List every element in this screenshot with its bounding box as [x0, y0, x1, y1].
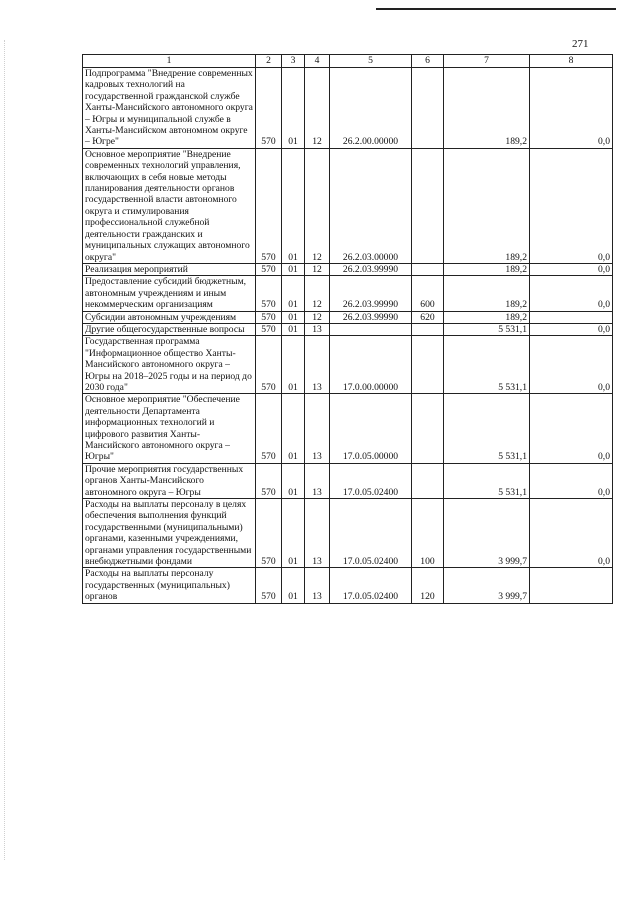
- section-code: 01: [282, 394, 305, 463]
- expense-type-code: [412, 263, 444, 275]
- ministry-code: 570: [256, 263, 282, 275]
- table-row: [83, 263, 613, 275]
- target-article-code: 17.0.05.02400: [330, 499, 412, 568]
- amount: 5 531,1: [444, 323, 530, 335]
- subsection-code: 12: [305, 276, 330, 311]
- ministry-code: 570: [256, 499, 282, 568]
- item-name: Другие общегосударственные вопросы: [83, 323, 256, 335]
- expense-type-code: [412, 394, 444, 463]
- table-row: [83, 394, 613, 463]
- column-8-value: 0,0: [530, 68, 613, 149]
- target-article-code: 17.0.05.02400: [330, 568, 412, 603]
- section-code: 01: [282, 148, 305, 263]
- column-8-value: 0,0: [530, 263, 613, 275]
- section-code: 01: [282, 463, 305, 498]
- subsection-code: 12: [305, 148, 330, 263]
- table-row: [83, 276, 613, 311]
- section-code: 01: [282, 568, 305, 603]
- section-code: 01: [282, 68, 305, 149]
- expense-type-code: 120: [412, 568, 444, 603]
- subsection-code: 12: [305, 263, 330, 275]
- item-name: Расходы на выплаты персоналу государственных (муниципальных) органов: [83, 568, 256, 603]
- item-name: Основное мероприятие "Обеспечение деятельности Департамента информационных технологий и цифрового развития Ханты-Мансийского автономного округа – Югры": [83, 394, 256, 463]
- expense-type-code: [412, 148, 444, 263]
- ministry-code: 570: [256, 336, 282, 394]
- amount: 189,2: [444, 148, 530, 263]
- section-code: 01: [282, 499, 305, 568]
- amount: 5 531,1: [444, 336, 530, 394]
- expense-type-code: [412, 463, 444, 498]
- section-code: 01: [282, 263, 305, 275]
- item-name: Основное мероприятие "Внедрение современных технологий управления, включающих в себя новые методы планирования деятельности органов государственной власти автономного округа и стимулирования профессиональной служебной деятельности гражданских и муниципальных служащих автономного округа": [83, 148, 256, 263]
- table-row: [83, 568, 613, 603]
- table-row: [83, 323, 613, 335]
- subsection-code: 12: [305, 311, 330, 323]
- budget-table: [82, 54, 613, 604]
- expense-type-code: [412, 323, 444, 335]
- column-header: 4: [305, 55, 330, 68]
- column-8-value: [530, 311, 613, 323]
- column-header: 1: [83, 55, 256, 68]
- column-8-value: 0,0: [530, 463, 613, 498]
- top-rule: [376, 8, 616, 10]
- target-article-code: 17.0.05.00000: [330, 394, 412, 463]
- column-header: 7: [444, 55, 530, 68]
- item-name: Предоставление субсидий бюджетным, автономным учреждениям и иным некоммерческим организациям: [83, 276, 256, 311]
- ministry-code: 570: [256, 68, 282, 149]
- subsection-code: 13: [305, 394, 330, 463]
- subsection-code: 13: [305, 323, 330, 335]
- target-article-code: 26.2.00.00000: [330, 68, 412, 149]
- item-name: Государственная программа "Информационное общество Ханты-Мансийского автономного округа – Югры на 2018–2025 годы и на период до 2030 года": [83, 336, 256, 394]
- table-row: [83, 148, 613, 263]
- binder-margin-marks: [4, 40, 7, 860]
- column-8-value: 0,0: [530, 276, 613, 311]
- target-article-code: [330, 323, 412, 335]
- section-code: 01: [282, 276, 305, 311]
- ministry-code: 570: [256, 568, 282, 603]
- page-number: 271: [572, 38, 589, 50]
- column-header: 6: [412, 55, 444, 68]
- column-header: 5: [330, 55, 412, 68]
- subsection-code: 13: [305, 499, 330, 568]
- section-code: 01: [282, 323, 305, 335]
- amount: 189,2: [444, 276, 530, 311]
- column-8-value: 0,0: [530, 336, 613, 394]
- table-row: [83, 336, 613, 394]
- target-article-code: 17.0.05.02400: [330, 463, 412, 498]
- subsection-code: 13: [305, 568, 330, 603]
- expense-type-code: 100: [412, 499, 444, 568]
- amount: 189,2: [444, 263, 530, 275]
- amount: 189,2: [444, 68, 530, 149]
- item-name: Расходы на выплаты персоналу в целях обеспечения выполнения функций государственными (муниципальными) органами, казенными учреждениями, органами управления государственными внебюджетными фондами: [83, 499, 256, 568]
- amount: 5 531,1: [444, 463, 530, 498]
- ministry-code: 570: [256, 463, 282, 498]
- section-code: 01: [282, 311, 305, 323]
- column-number-row: [83, 55, 613, 68]
- target-article-code: 26.2.03.99990: [330, 311, 412, 323]
- section-code: 01: [282, 336, 305, 394]
- target-article-code: 26.2.03.99990: [330, 276, 412, 311]
- amount: 5 531,1: [444, 394, 530, 463]
- table-row: [83, 463, 613, 498]
- table-row: [83, 68, 613, 149]
- subsection-code: 13: [305, 463, 330, 498]
- column-8-value: 0,0: [530, 148, 613, 263]
- ministry-code: 570: [256, 394, 282, 463]
- ministry-code: 570: [256, 148, 282, 263]
- column-8-value: 0,0: [530, 323, 613, 335]
- amount: 3 999,7: [444, 499, 530, 568]
- ministry-code: 570: [256, 311, 282, 323]
- expense-type-code: [412, 336, 444, 394]
- column-header: 8: [530, 55, 613, 68]
- expense-type-code: 600: [412, 276, 444, 311]
- column-8-value: 0,0: [530, 499, 613, 568]
- column-8-value: [530, 568, 613, 603]
- item-name: Подпрограмма "Внедрение современных кадровых технологий на государственной гражданской службе Ханты-Мансийского автономного округа – Югры и муниципальной службе в Ханты-Мансийском автономном округе – Югре": [83, 68, 256, 149]
- table-row: [83, 499, 613, 568]
- target-article-code: 17.0.00.00000: [330, 336, 412, 394]
- item-name: Субсидии автономным учреждениям: [83, 311, 256, 323]
- target-article-code: 26.2.03.99990: [330, 263, 412, 275]
- column-header: 3: [282, 55, 305, 68]
- table-body: [83, 55, 613, 604]
- column-header: 2: [256, 55, 282, 68]
- column-8-value: 0,0: [530, 394, 613, 463]
- expense-type-code: 620: [412, 311, 444, 323]
- ministry-code: 570: [256, 276, 282, 311]
- subsection-code: 12: [305, 68, 330, 149]
- table-row: [83, 311, 613, 323]
- subsection-code: 13: [305, 336, 330, 394]
- target-article-code: 26.2.03.00000: [330, 148, 412, 263]
- expense-type-code: [412, 68, 444, 149]
- item-name: Прочие мероприятия государственных органов Ханты-Мансийского автономного округа – Югры: [83, 463, 256, 498]
- item-name: Реализация мероприятий: [83, 263, 256, 275]
- amount: 189,2: [444, 311, 530, 323]
- ministry-code: 570: [256, 323, 282, 335]
- amount: 3 999,7: [444, 568, 530, 603]
